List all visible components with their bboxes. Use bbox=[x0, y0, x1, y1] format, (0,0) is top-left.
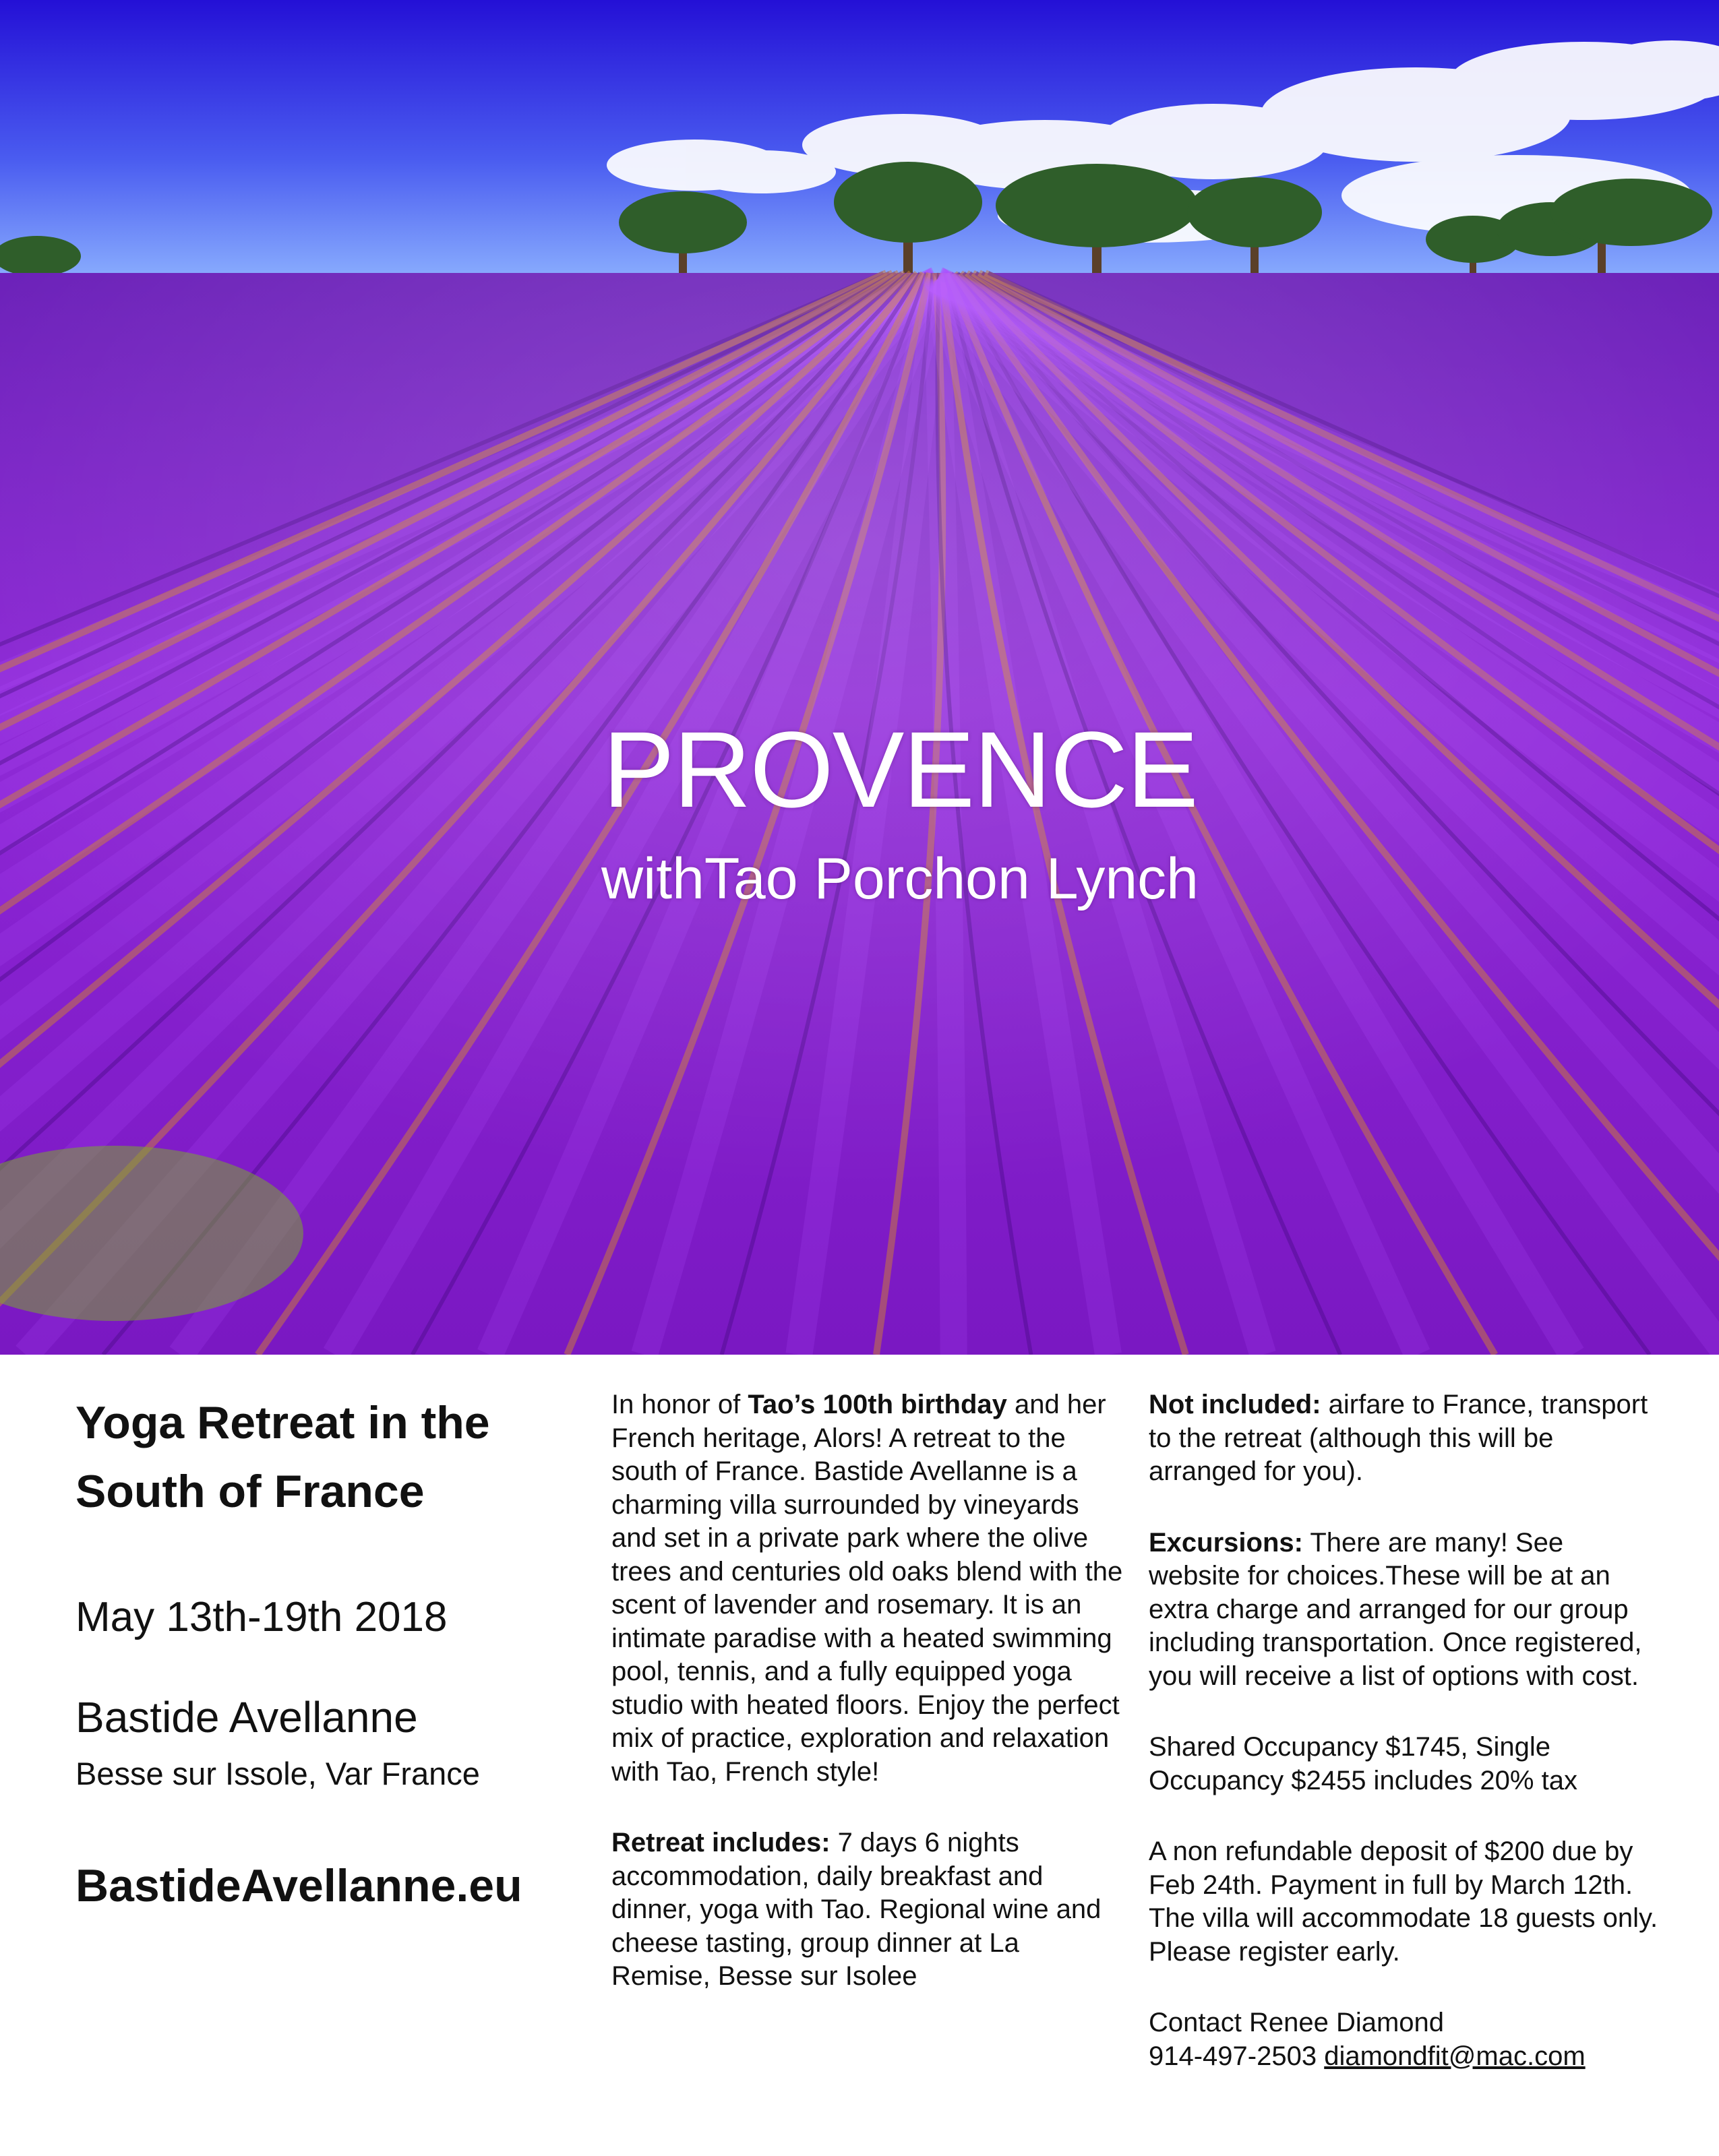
not-included-text: airfare to France, transport to the retreat (although this will be arranged for you). bbox=[1149, 1390, 1648, 1486]
description-column bbox=[611, 1388, 1124, 1994]
heading-line-1: Yoga Retreat in the bbox=[76, 1397, 490, 1448]
retreat-heading bbox=[76, 1388, 588, 1526]
retreat-dates: May 13th-19th 2018 bbox=[76, 1594, 448, 1640]
includes-paragraph bbox=[611, 1826, 1124, 1994]
pricing-paragraph: Shared Occupancy $1745, Single Occupancy $2455 includes 20% tax bbox=[1149, 1732, 1577, 1795]
includes-text: 7 days 6 nights accommodation, daily breakfast and dinner, yoga with Tao. Regional wine and cheese tasting, group dinner at La Remise, Besse sur Isolee bbox=[611, 1828, 1102, 1991]
excursions-label: Excursions: bbox=[1149, 1527, 1303, 1558]
not-included-paragraph bbox=[1149, 1388, 1661, 1489]
hero-subtitle: withTao Porchon Lynch bbox=[601, 846, 1199, 911]
venue-location: Besse sur Issole, Var France bbox=[76, 1756, 480, 1791]
not-included-label: Not included: bbox=[1149, 1390, 1321, 1419]
intro-text-rest: and her French heritage, Alors! A retreat to the south of France. Bastide Avellanne is a charming villa surrounded by vineyards and set in a private park where the olive trees and centuries old oaks blend with the scent of lavender and rosemary. It is an intimate paradise with a heated swimming pool, tennis, and a fully equipped yoga studio with heated floors. Enjoy the perfect mix of practice, exploration and relaxation with Tao, French style! bbox=[611, 1390, 1123, 1787]
intro-paragraph bbox=[611, 1388, 1124, 1789]
contact-phone[interactable]: 914-497-2503 bbox=[1149, 2041, 1317, 2071]
details-column bbox=[1149, 1388, 1661, 2073]
deposit-paragraph: A non refundable deposit of $200 due by Feb 24th. Payment in full by March 12th. The villa will accommodate 18 guests only. Please register early. bbox=[1149, 1837, 1658, 1967]
birthday-highlight: Tao’s 100th birthday bbox=[748, 1390, 1007, 1419]
website-link[interactable]: BastideAvellanne.eu bbox=[76, 1860, 522, 1911]
intro-text-start: In honor of bbox=[611, 1390, 748, 1419]
hero-title: PROVENCE bbox=[603, 709, 1197, 830]
contact-name: Contact Renee Diamond bbox=[1149, 2008, 1445, 2037]
contact-email-link[interactable]: diamondfit@mac.com bbox=[1324, 2041, 1586, 2071]
contact-block bbox=[1149, 2006, 1661, 2073]
heading-line-2: South of France bbox=[76, 1466, 425, 1517]
excursions-text: There are many! See website for choices.These will be at an extra charge and arranged for our group including transportation. Once registered, you will receive a list of options with cost. bbox=[1149, 1527, 1642, 1691]
includes-label: Retreat includes: bbox=[611, 1828, 831, 1857]
retreat-summary-column bbox=[76, 1388, 588, 1913]
venue-name: Bastide Avellanne bbox=[76, 1693, 418, 1742]
excursions-paragraph bbox=[1149, 1527, 1661, 1694]
